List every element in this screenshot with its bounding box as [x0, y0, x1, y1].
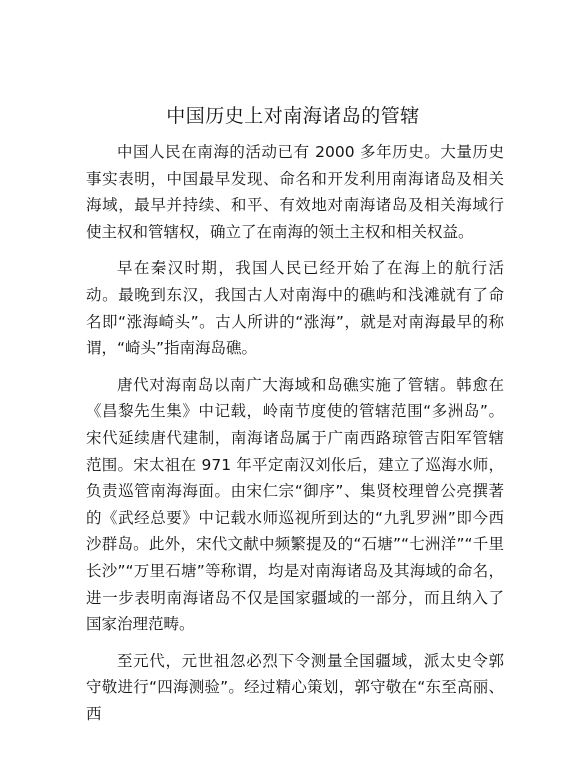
paragraph-1: 中国人民在南海的活动已有 2000 多年历史。大量历史事实表明，中国最早发现、命名和开发利用南海诸岛及相关海域，最早并持续、和平、有效地对南海诸岛及相关海域行使主权和管辖权，确立了在南海的领土主权和相关权益。: [86, 143, 504, 241]
document-title: 中国历史上对南海诸岛的管辖: [166, 105, 420, 127]
paragraph-2: 早在秦汉时期，我国人民已经开始了在海上的航行活动。最晚到东汉，我国古人对南海中的礁屿和浅滩就有了命名即“涨海崎头”。古人所讲的“涨海”，就是对南海最早的称谓，“崎头”指南海岛礁。: [86, 259, 504, 358]
paragraph-3: 唐代对海南岛以南广大海域和岛礁实施了管辖。韩愈在《昌黎先生集》中记载，岭南节度使的管辖范围“多洲岛”。宋代延续唐代建制，南海诸岛属于广南西路琼管吉阳军管辖范围。宋太祖在 971 年平定南汉刘伥后，建立了巡海水师，负责巡管南海海面。由宋仁宗“御序”、集贤校理曾公亮撰著的《武经总要》中记载水师巡视所到达的“九乳罗洲”即今西沙群岛。此外，宋代文献中频繁提及的“石塘”“七洲洋”“千里长沙”“万里石塘”等称谓，均是对南海诸岛及其海域的命名，进一步表明南海诸岛不仅是国家疆域的一部分，而且纳入了国家治理范畴。: [86, 375, 504, 634]
paragraph-4: 至元代，元世祖忽必烈下令测量全国疆域，派太史令郭守敬进行“四海测验”。经过精心策划，郭守敬在“东至高丽、西: [86, 651, 504, 723]
document-body: [86, 139, 504, 737]
